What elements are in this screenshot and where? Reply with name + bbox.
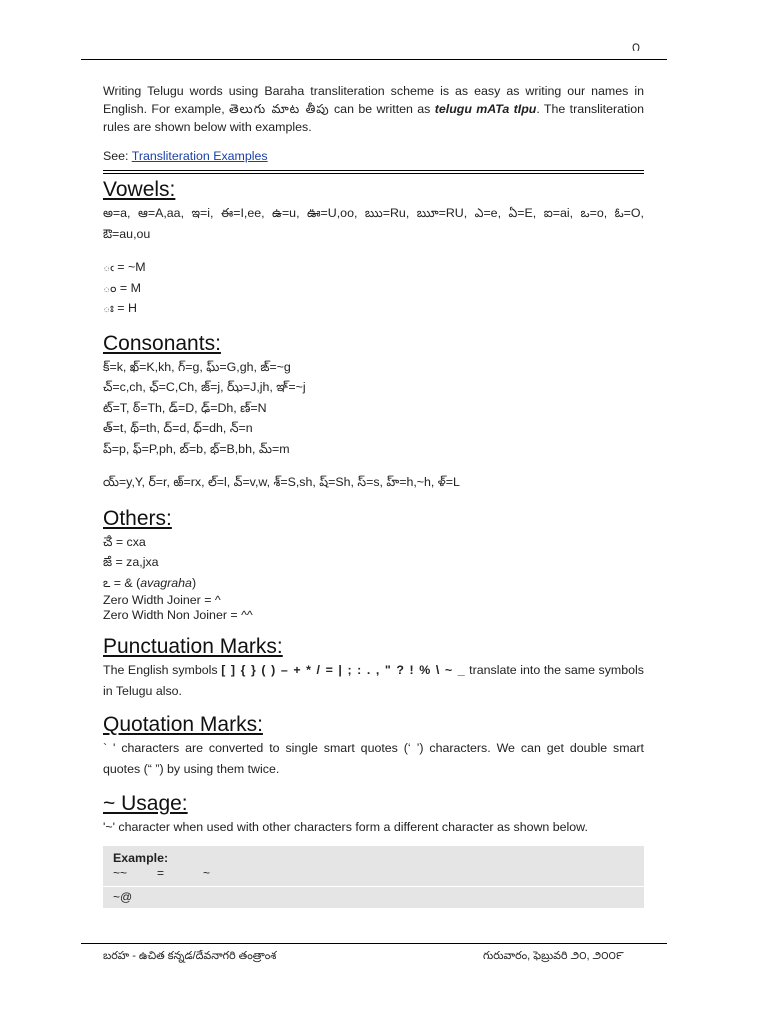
page-number: ౧ [632,40,640,54]
quotation-paragraph: ` ' characters are converted to single smart quotes (‘ ’) characters. We can get double smart quotes (“ ”) by using them twice. [103,741,644,776]
others-row: ౙ = za,jxa [103,555,159,569]
consonant-row: ప్=p, ఫ్=P,ph, బ్=b, భ్=B,bh, మ్=m [103,441,290,456]
avagraha-row [103,573,644,594]
consonant-row: త్=t, థ్=th, ద్=d, ధ్=dh, న్=n [103,421,253,435]
others-heading: Others: [103,506,172,530]
punctuation-paragraph [103,660,644,701]
quotation-heading: Quotation Marks: [103,713,263,736]
transliteration-example: telugu mATa tIpu [434,102,537,116]
vowel-mark-row: ం = M [103,280,141,295]
example-box [103,846,644,908]
see-line [103,147,644,165]
vowels-heading: Vowels: [103,178,176,201]
example-right: ~ [203,865,211,880]
intro-text-3: . The transliteration rules are shown below with examples. [103,102,645,134]
intro-paragraph [103,82,644,136]
intro-text-1: Writing Telugu words using Baraha transliteration scheme is as easy as writing our names in English. For example, [103,84,644,116]
avagraha-term: avagraha [140,575,192,590]
header-rule [81,59,667,60]
example-label: Example: [113,850,169,865]
footer-rule [81,943,667,944]
consonant-extra-row: య్=y,Y, ర్=r, ఱ్=rx, ల్=l, వ్=v,w, శ్=S,sh, ష్=Sh, స్=s, హ్=h,~h, ళ్=L [103,475,460,489]
consonants-heading: Consonants: [103,331,221,355]
consonants-list [103,357,644,460]
zwnj-row: Zero Width Non Joiner = ^^ [103,608,253,622]
zwj-row: Zero Width Joiner = ^ [103,593,221,607]
punctuation-text-after: translate into the same symbols in Telugu also. [103,663,644,698]
avagraha-suffix: ) [191,575,197,590]
vowels-list: అ=a, ఆ=A,aa, ఇ=i, ఈ=I,ee, ఉ=u, ఊ=U,oo, ఋ=Ru, ౠ=RU, ఎ=e, ఏ=E, ఐ=ai, ఒ=o, ఓ=O, ఔ=au,ou [103,206,644,241]
example-row [113,866,634,882]
avagraha-prefix: ఽ = & ( [103,575,141,590]
footer-right: గురువారం, ఫెబ్రువరి ౨౦, ౨౦౦౯ [483,950,624,962]
example-equals: = [157,865,165,880]
usage-heading: ~ Usage: [103,792,188,815]
consonant-row: ట్=T, ఠ్=Th, డ్=D, ఢ్=Dh, ణ్=N [103,400,267,415]
document-body [103,82,644,908]
see-label: See: [103,149,132,163]
punctuation-symbols: [ ] { } ( ) – + * / = | ; : . , " ? ! % \ ~ _ [221,663,466,677]
consonant-row: క్=k, ఖ్=K,kh, గ్=g, ఘ్=G,gh, ఙ్=~g [103,359,291,374]
vowel-mark-row: ః = H [103,301,137,315]
transliteration-examples-link[interactable]: Transliteration Examples [131,149,268,163]
others-row: ౘ = cxa [103,534,146,549]
usage-paragraph: '~' character when used with other characters form a different character as shown below. [103,820,588,834]
punctuation-heading: Punctuation Marks: [103,635,283,658]
example-row-2: ~@ [113,889,133,904]
punctuation-text-before: The English symbols [103,663,222,677]
vowel-marks [103,257,644,319]
intro-text-2: can be written as [329,102,435,116]
example-divider [103,886,644,887]
telugu-example: తెలుగు మాట తీపు [229,102,330,116]
vowel-mark-row: ఁ = ~M [103,260,146,274]
section-divider [103,170,644,174]
example-left: ~~ [113,865,128,880]
consonant-row: చ్=c,ch, ఛ్=C,Ch, జ్=j, ఝ్=J,jh, ఞ్=~j [103,380,306,394]
footer-left: బరహ - ఉచిత కన్నడ/దేవనాగరి తంత్రాంశ [103,950,277,962]
